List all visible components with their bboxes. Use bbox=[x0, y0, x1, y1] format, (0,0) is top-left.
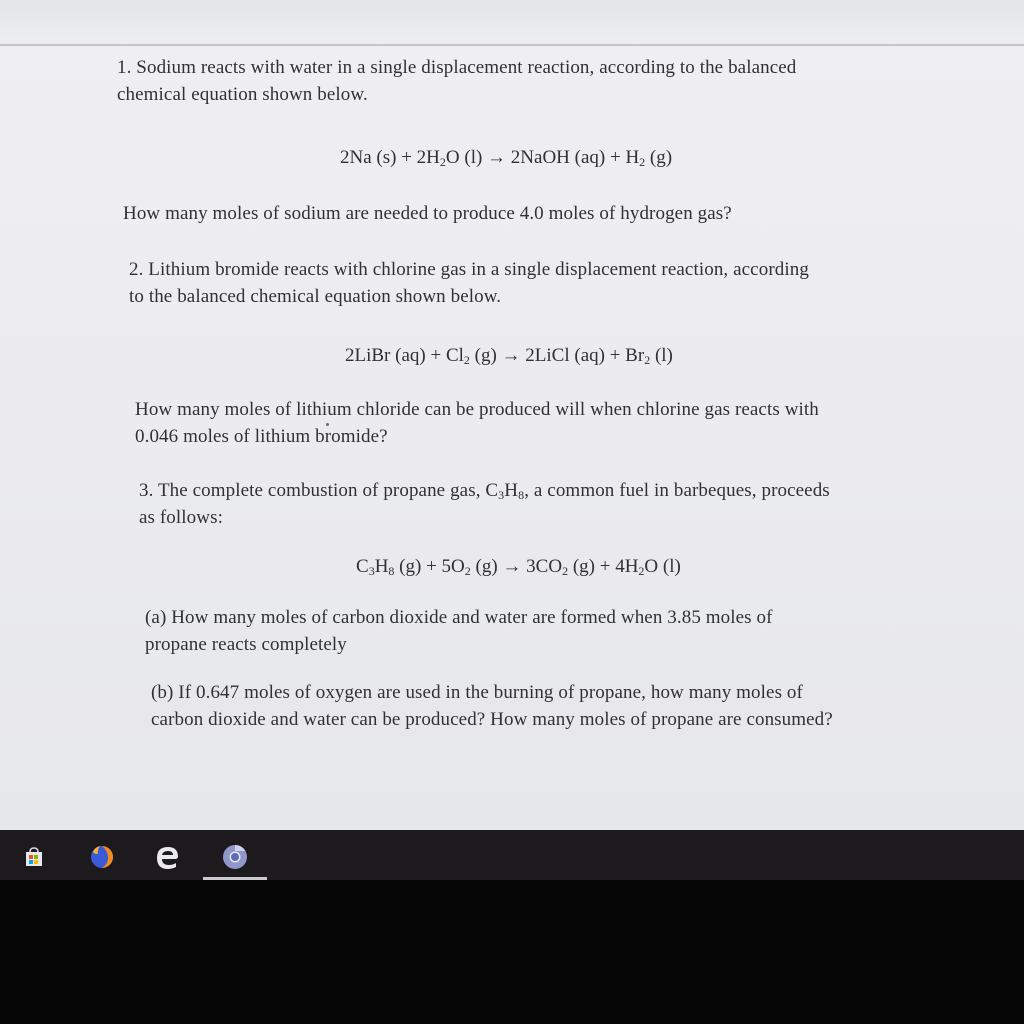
firefox-icon[interactable] bbox=[72, 838, 132, 876]
question-1-prompt: How many moles of sodium are needed to produce 4.0 moles of hydrogen gas? bbox=[123, 203, 732, 224]
equation-3 bbox=[356, 556, 681, 578]
question-2-prompt-line: How many moles of lithium chloride can be produced will when chlorine gas reacts with bbox=[135, 399, 819, 420]
taskbar bbox=[0, 830, 1024, 880]
cursor-dot bbox=[326, 423, 329, 426]
question-1-text bbox=[117, 54, 796, 108]
question-3a-line: (a) How many moles of carbon dioxide and water are formed when 3.85 moles of bbox=[145, 607, 773, 628]
equation-1-part: O (l) → 2NaOH (aq) + H bbox=[445, 147, 640, 168]
question-3b bbox=[151, 679, 833, 733]
question-2-text bbox=[129, 256, 809, 310]
question-2-prompt bbox=[135, 396, 819, 450]
equation-2-subscript: 2 bbox=[463, 353, 470, 367]
equation-1 bbox=[340, 147, 672, 169]
question-2-line: to the balanced chemical equation shown below. bbox=[129, 286, 502, 307]
equation-1-subscript: 2 bbox=[639, 155, 646, 169]
question-3-line-part: 3. The complete combustion of propane gas, C bbox=[139, 480, 499, 501]
equation-3-part: O (l) bbox=[644, 556, 681, 577]
store-icon-graphic bbox=[23, 846, 45, 868]
equation-3-subscript: 2 bbox=[464, 564, 471, 578]
edge-icon-graphic bbox=[153, 842, 183, 872]
equation-2-subscript: 2 bbox=[644, 353, 651, 367]
equation-3-part: H bbox=[374, 556, 389, 577]
equation-3-part: (g) + 5O bbox=[394, 556, 465, 577]
edge-icon[interactable] bbox=[138, 838, 198, 876]
question-3b-line: (b) If 0.647 moles of oxygen are used in the burning of propane, how many moles of bbox=[151, 682, 803, 703]
equation-2-part: 2LiBr (aq) + Cl bbox=[345, 345, 464, 366]
chrome-icon[interactable] bbox=[205, 838, 265, 876]
question-3-line: as follows: bbox=[139, 507, 223, 528]
equation-2-part: (l) bbox=[650, 345, 673, 366]
equation-1-part: (g) bbox=[645, 147, 673, 168]
formula-subscript: 8 bbox=[518, 488, 525, 502]
formula-subscript: 3 bbox=[498, 488, 505, 502]
equation-3-part: C bbox=[356, 556, 369, 577]
store-icon[interactable] bbox=[4, 838, 64, 876]
document-page[interactable] bbox=[0, 44, 1024, 832]
equation-3-subscript: 2 bbox=[638, 564, 645, 578]
question-3-line bbox=[139, 477, 830, 504]
top-bezel bbox=[0, 0, 1024, 44]
question-3a-line: propane reacts completely bbox=[145, 634, 347, 655]
question-2-prompt-line: 0.046 moles of lithium bromide? bbox=[135, 426, 388, 447]
equation-3-subscript: 3 bbox=[368, 564, 375, 578]
bottom-bezel bbox=[0, 880, 1024, 1024]
equation-3-subscript: 2 bbox=[562, 564, 569, 578]
equation-3-subscript: 8 bbox=[388, 564, 395, 578]
equation-1-subscript: 2 bbox=[439, 155, 446, 169]
chrome-icon-graphic bbox=[221, 843, 249, 871]
equation-3-part: (g) → 3CO bbox=[470, 556, 563, 577]
question-3-line-part: , a common fuel in barbeques, proceeds bbox=[524, 480, 830, 501]
question-3b-line: carbon dioxide and water can be produced? How many moles of propane are consumed? bbox=[151, 709, 833, 730]
question-1-line: chemical equation shown below. bbox=[117, 84, 368, 105]
equation-2-part: (g) → 2LiCl (aq) + Br bbox=[469, 345, 645, 366]
question-3a bbox=[145, 604, 773, 658]
question-3-text bbox=[139, 477, 830, 531]
question-3-line-part: H bbox=[504, 480, 519, 501]
question-2-line: 2. Lithium bromide reacts with chlorine gas in a single displacement reaction, according bbox=[129, 259, 809, 280]
equation-3-part: (g) + 4H bbox=[568, 556, 639, 577]
document-content bbox=[0, 46, 1024, 832]
firefox-icon-graphic bbox=[89, 844, 115, 870]
equation-1-part: 2Na (s) + 2H bbox=[340, 147, 440, 168]
equation-2 bbox=[345, 345, 673, 367]
question-1-line: 1. Sodium reacts with water in a single displacement reaction, according to the balanced bbox=[117, 57, 797, 78]
